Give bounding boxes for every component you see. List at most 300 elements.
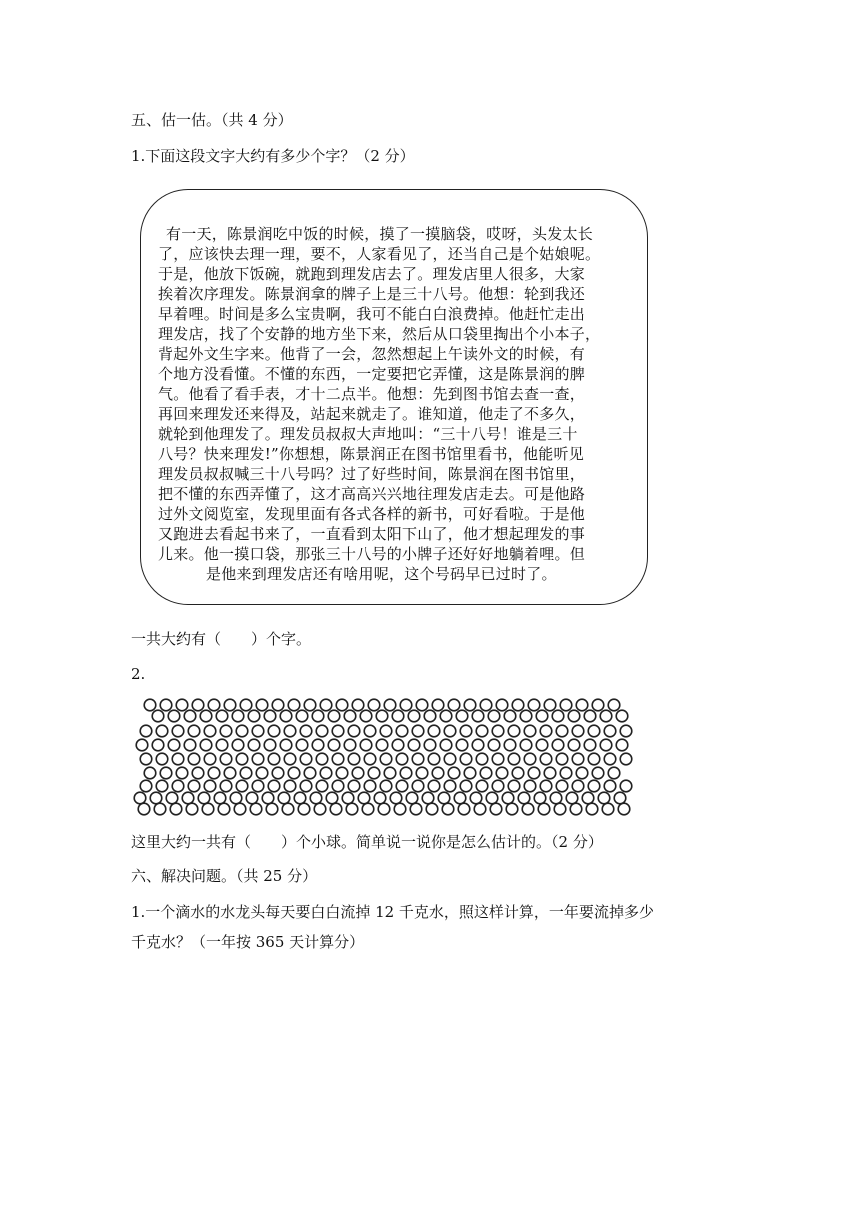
ball — [182, 792, 194, 804]
ball — [184, 739, 196, 751]
ball — [312, 739, 324, 751]
ball — [508, 725, 520, 737]
ball — [380, 725, 392, 737]
ball — [432, 699, 444, 711]
ball — [432, 767, 444, 779]
passage-line: 又跑进去看起书来了，一直看到太阳下山了，他才想起理发的事 — [158, 525, 586, 543]
ball — [620, 753, 632, 765]
ball — [496, 767, 508, 779]
ball — [156, 780, 168, 792]
ball — [300, 725, 312, 737]
ball — [172, 753, 184, 765]
ball — [176, 767, 188, 779]
ball — [202, 803, 214, 815]
ball — [172, 780, 184, 792]
ball — [428, 725, 440, 737]
ball — [230, 792, 242, 804]
ball — [176, 699, 188, 711]
ball — [512, 767, 524, 779]
ball — [488, 710, 500, 722]
ball — [352, 767, 364, 779]
passage-line: 儿来。他一摸口袋，那张三十八号的小牌子还好好地躺着哩。但 — [158, 545, 586, 563]
ball — [232, 710, 244, 722]
ball — [400, 699, 412, 711]
ball — [316, 725, 328, 737]
ball — [608, 699, 620, 711]
ball — [504, 739, 516, 751]
passage-line: 把不懂的东西弄懂了，这才高高兴兴地往理发店走去。可是他路 — [158, 485, 586, 503]
ball — [294, 792, 306, 804]
ball — [544, 699, 556, 711]
passage-line: 八号？快来理发!”你想想，陈景润正在图书馆里看书，他能听见 — [158, 445, 584, 463]
ball — [394, 803, 406, 815]
ball — [588, 725, 600, 737]
ball — [188, 753, 200, 765]
ball — [520, 710, 532, 722]
ball — [416, 699, 428, 711]
ball — [508, 753, 520, 765]
ball — [376, 710, 388, 722]
ball — [444, 753, 456, 765]
ball — [344, 739, 356, 751]
ball — [264, 739, 276, 751]
ball — [160, 699, 172, 711]
ball — [220, 725, 232, 737]
ball — [476, 780, 488, 792]
ball — [332, 780, 344, 792]
passage-line: 个地方没看懂。不懂的东西，一定要把它弄懂，这是陈景润的脾 — [158, 365, 586, 383]
ball — [396, 725, 408, 737]
ball — [384, 767, 396, 779]
ball — [304, 699, 316, 711]
ball — [492, 725, 504, 737]
ball — [200, 710, 212, 722]
ball — [570, 803, 582, 815]
ball — [330, 803, 342, 815]
ball — [296, 739, 308, 751]
ball — [554, 803, 566, 815]
ball — [214, 792, 226, 804]
ball — [470, 792, 482, 804]
ball — [362, 803, 374, 815]
ball — [252, 780, 264, 792]
ball — [304, 767, 316, 779]
ball — [358, 792, 370, 804]
ball — [460, 780, 472, 792]
ball — [192, 767, 204, 779]
ball — [278, 792, 290, 804]
ball — [412, 725, 424, 737]
ball — [576, 699, 588, 711]
ball — [344, 710, 356, 722]
ball — [620, 725, 632, 737]
ball — [236, 725, 248, 737]
ball — [348, 753, 360, 765]
section5-title: 五、估一估。（共 4 分） — [131, 111, 293, 129]
ball — [410, 803, 422, 815]
ball — [186, 803, 198, 815]
ball — [616, 739, 628, 751]
ball — [154, 803, 166, 815]
ball — [602, 803, 614, 815]
question-1-text: 1.下面这段文字大约有多少个字？（2 分） — [131, 147, 415, 165]
ball — [336, 699, 348, 711]
ball — [284, 753, 296, 765]
ball — [240, 767, 252, 779]
passage-line: 是他来到理发店还有啥用呢，这个号码早已过时了。 — [206, 565, 557, 583]
ball — [408, 710, 420, 722]
ball — [518, 792, 530, 804]
ball — [256, 699, 268, 711]
ball — [588, 753, 600, 765]
ball — [442, 803, 454, 815]
passage-line: 背起外文生字来。他背了一会，忽然想起上午读外文的时候，有 — [158, 345, 586, 363]
ball — [520, 739, 532, 751]
ball — [566, 792, 578, 804]
ball — [524, 753, 536, 765]
ball — [604, 780, 616, 792]
ball — [380, 753, 392, 765]
ball — [188, 725, 200, 737]
ball — [332, 725, 344, 737]
ball — [364, 780, 376, 792]
ball — [392, 739, 404, 751]
ball — [582, 792, 594, 804]
ball — [588, 780, 600, 792]
ball — [448, 699, 460, 711]
ball — [364, 753, 376, 765]
ball — [496, 699, 508, 711]
ball — [296, 710, 308, 722]
ball — [184, 710, 196, 722]
ball — [540, 753, 552, 765]
ball — [234, 803, 246, 815]
passage-line: 了，应该快去理一理，要不，人家看见了，还当自己是个姑娘呢。 — [158, 245, 601, 263]
ball — [424, 710, 436, 722]
ball — [428, 753, 440, 765]
ball — [204, 725, 216, 737]
ball — [392, 710, 404, 722]
ball — [360, 739, 372, 751]
ball — [424, 739, 436, 751]
ball — [220, 753, 232, 765]
ball — [584, 710, 596, 722]
ball — [332, 753, 344, 765]
ball — [524, 725, 536, 737]
ball — [256, 767, 268, 779]
ball — [224, 767, 236, 779]
ball — [252, 725, 264, 737]
ball — [506, 803, 518, 815]
ball — [616, 710, 628, 722]
ball — [314, 803, 326, 815]
ball — [316, 780, 328, 792]
passage-line: 早着哩。时间是多么宝贵啊，我可不能白白浪费掉。他赶忙走出 — [158, 305, 586, 323]
passage-line: 挨着次序理发。陈景润拿的牌子上是三十八号。他想：轮到我还 — [158, 285, 586, 303]
ball — [360, 710, 372, 722]
ball — [134, 792, 146, 804]
ball — [608, 767, 620, 779]
ball — [160, 767, 172, 779]
ball — [288, 767, 300, 779]
ball — [568, 739, 580, 751]
ball — [326, 792, 338, 804]
ball — [534, 792, 546, 804]
ball — [604, 753, 616, 765]
ball — [512, 699, 524, 711]
ball — [166, 792, 178, 804]
ball — [384, 699, 396, 711]
ball — [456, 710, 468, 722]
ball — [454, 792, 466, 804]
ball — [544, 767, 556, 779]
ball — [140, 780, 152, 792]
ball — [268, 780, 280, 792]
ball — [236, 780, 248, 792]
ball — [444, 780, 456, 792]
ball — [144, 767, 156, 779]
ball — [378, 803, 390, 815]
ball — [246, 792, 258, 804]
ball — [320, 699, 332, 711]
ball — [216, 739, 228, 751]
ball — [198, 792, 210, 804]
ball — [460, 725, 472, 737]
ball — [284, 725, 296, 737]
ball — [396, 780, 408, 792]
ball — [396, 753, 408, 765]
ball — [572, 780, 584, 792]
section6-question-1-line-2: 千克水？（一年按 365 天计算分） — [131, 933, 365, 951]
ball — [328, 739, 340, 751]
ball — [284, 780, 296, 792]
ball — [264, 710, 276, 722]
ball — [422, 792, 434, 804]
ball — [266, 803, 278, 815]
ball — [444, 725, 456, 737]
ball — [236, 753, 248, 765]
ball — [586, 803, 598, 815]
ball — [502, 792, 514, 804]
ball — [310, 792, 322, 804]
ball — [168, 739, 180, 751]
ball — [540, 725, 552, 737]
ball — [364, 725, 376, 737]
ball — [280, 710, 292, 722]
ball — [400, 767, 412, 779]
ball — [504, 710, 516, 722]
answer-line-1: 一共大约有（ ）个字。 — [131, 630, 312, 648]
ball — [458, 803, 470, 815]
ball — [604, 725, 616, 737]
ball — [528, 699, 540, 711]
ball — [288, 699, 300, 711]
ball — [204, 780, 216, 792]
ball — [448, 767, 460, 779]
ball — [486, 792, 498, 804]
ball — [592, 767, 604, 779]
ball — [552, 710, 564, 722]
ball — [592, 699, 604, 711]
ball — [208, 767, 220, 779]
ball — [172, 725, 184, 737]
ball — [472, 710, 484, 722]
ball — [192, 699, 204, 711]
ball — [376, 739, 388, 751]
ball — [152, 710, 164, 722]
ball — [300, 753, 312, 765]
ball — [614, 792, 626, 804]
ball — [406, 792, 418, 804]
ball — [320, 767, 332, 779]
ball — [540, 780, 552, 792]
ball — [204, 753, 216, 765]
ball — [556, 725, 568, 737]
ball — [556, 753, 568, 765]
ball — [342, 792, 354, 804]
ball — [170, 803, 182, 815]
ball — [538, 803, 550, 815]
ball — [584, 739, 596, 751]
ball — [490, 803, 502, 815]
ball — [282, 803, 294, 815]
ball — [272, 767, 284, 779]
ball — [620, 780, 632, 792]
ball — [218, 803, 230, 815]
ball — [368, 699, 380, 711]
ball — [460, 753, 472, 765]
ball — [480, 699, 492, 711]
ball — [556, 780, 568, 792]
passage-line: 再回来理发还来得及，站起来就走了。谁知道，他走了不多久， — [158, 405, 586, 423]
ball — [536, 739, 548, 751]
ball — [280, 739, 292, 751]
ball — [600, 739, 612, 751]
ball — [152, 739, 164, 751]
ball — [156, 753, 168, 765]
passage-line: 就轮到他理发了。理发员叔叔大声地叫：“三十八号！谁是三十 — [158, 425, 578, 443]
ball — [248, 710, 260, 722]
ball — [474, 803, 486, 815]
passage-line: 过外文阅览室，发现里面有各式各样的新书，可好看啦。于是他 — [158, 505, 586, 523]
ball — [412, 780, 424, 792]
ball — [508, 780, 520, 792]
ball — [252, 753, 264, 765]
ball — [572, 753, 584, 765]
ball — [528, 767, 540, 779]
ball — [262, 792, 274, 804]
ball — [492, 780, 504, 792]
ball — [168, 710, 180, 722]
passage-line: 理发店，找了个安静的地方坐下来，然后从口袋里掏出个小本子， — [158, 325, 601, 343]
ball — [464, 767, 476, 779]
ball — [312, 710, 324, 722]
question-2-number: 2. — [131, 665, 146, 683]
ball — [346, 803, 358, 815]
ball — [336, 767, 348, 779]
ball — [328, 710, 340, 722]
ball — [232, 739, 244, 751]
ball — [140, 753, 152, 765]
ball — [380, 780, 392, 792]
ball — [416, 767, 428, 779]
ball — [348, 780, 360, 792]
ball — [480, 767, 492, 779]
ball — [224, 699, 236, 711]
ball — [156, 725, 168, 737]
question-2-text: 这里大约一共有（ ）个小球。简单说一说你是怎么估计的。（2 分） — [131, 833, 603, 851]
ball — [600, 710, 612, 722]
section6-title: 六、解决问题。（共 25 分） — [131, 867, 318, 885]
ball — [428, 780, 440, 792]
ball — [524, 780, 536, 792]
ball — [216, 710, 228, 722]
ball — [472, 739, 484, 751]
ball — [412, 753, 424, 765]
ball — [464, 699, 476, 711]
ball — [476, 725, 488, 737]
section6-question-1-line-1: 1.一个滴水的水龙头每天要白白流掉 12 千克水，照这样计算，一年要流掉多少 — [131, 903, 654, 921]
ball — [390, 792, 402, 804]
ball — [248, 739, 260, 751]
ball — [536, 710, 548, 722]
ball — [300, 780, 312, 792]
ball — [456, 739, 468, 751]
ball — [440, 739, 452, 751]
ball — [476, 753, 488, 765]
ball — [568, 710, 580, 722]
ball — [552, 739, 564, 751]
ball — [298, 803, 310, 815]
ball — [352, 699, 364, 711]
ball — [488, 739, 500, 751]
ball — [368, 767, 380, 779]
passage-line: 于是，他放下饭碗，就跑到理发店去了。理发店里人很多，大家 — [158, 265, 586, 283]
ball — [220, 780, 232, 792]
ball — [572, 725, 584, 737]
ball — [550, 792, 562, 804]
ball — [240, 699, 252, 711]
ball — [576, 767, 588, 779]
passage-line: 有一天，陈景润吃中饭的时候，摸了一摸脑袋，哎呀，头发太长 — [166, 225, 594, 243]
ball — [408, 739, 420, 751]
ball — [138, 803, 150, 815]
ball — [316, 753, 328, 765]
ball — [208, 699, 220, 711]
ball — [136, 739, 148, 751]
ball — [272, 699, 284, 711]
ball — [598, 792, 610, 804]
ball — [560, 767, 572, 779]
ball — [250, 803, 262, 815]
ball — [348, 725, 360, 737]
passage-line: 气。他看了看手表，才十二点半。他想：先到图书馆去查一查， — [158, 385, 586, 403]
ball — [438, 792, 450, 804]
ball — [144, 699, 156, 711]
ball — [374, 792, 386, 804]
ball — [188, 780, 200, 792]
ball — [618, 803, 630, 815]
ball — [440, 710, 452, 722]
ball — [426, 803, 438, 815]
ball — [560, 699, 572, 711]
ball — [140, 725, 152, 737]
ball — [200, 739, 212, 751]
ball — [150, 792, 162, 804]
ball — [268, 753, 280, 765]
ball — [268, 725, 280, 737]
passage-line: 理发员叔叔喊三十八号吗？过了好些时间，陈景润在图书馆里， — [158, 465, 586, 483]
